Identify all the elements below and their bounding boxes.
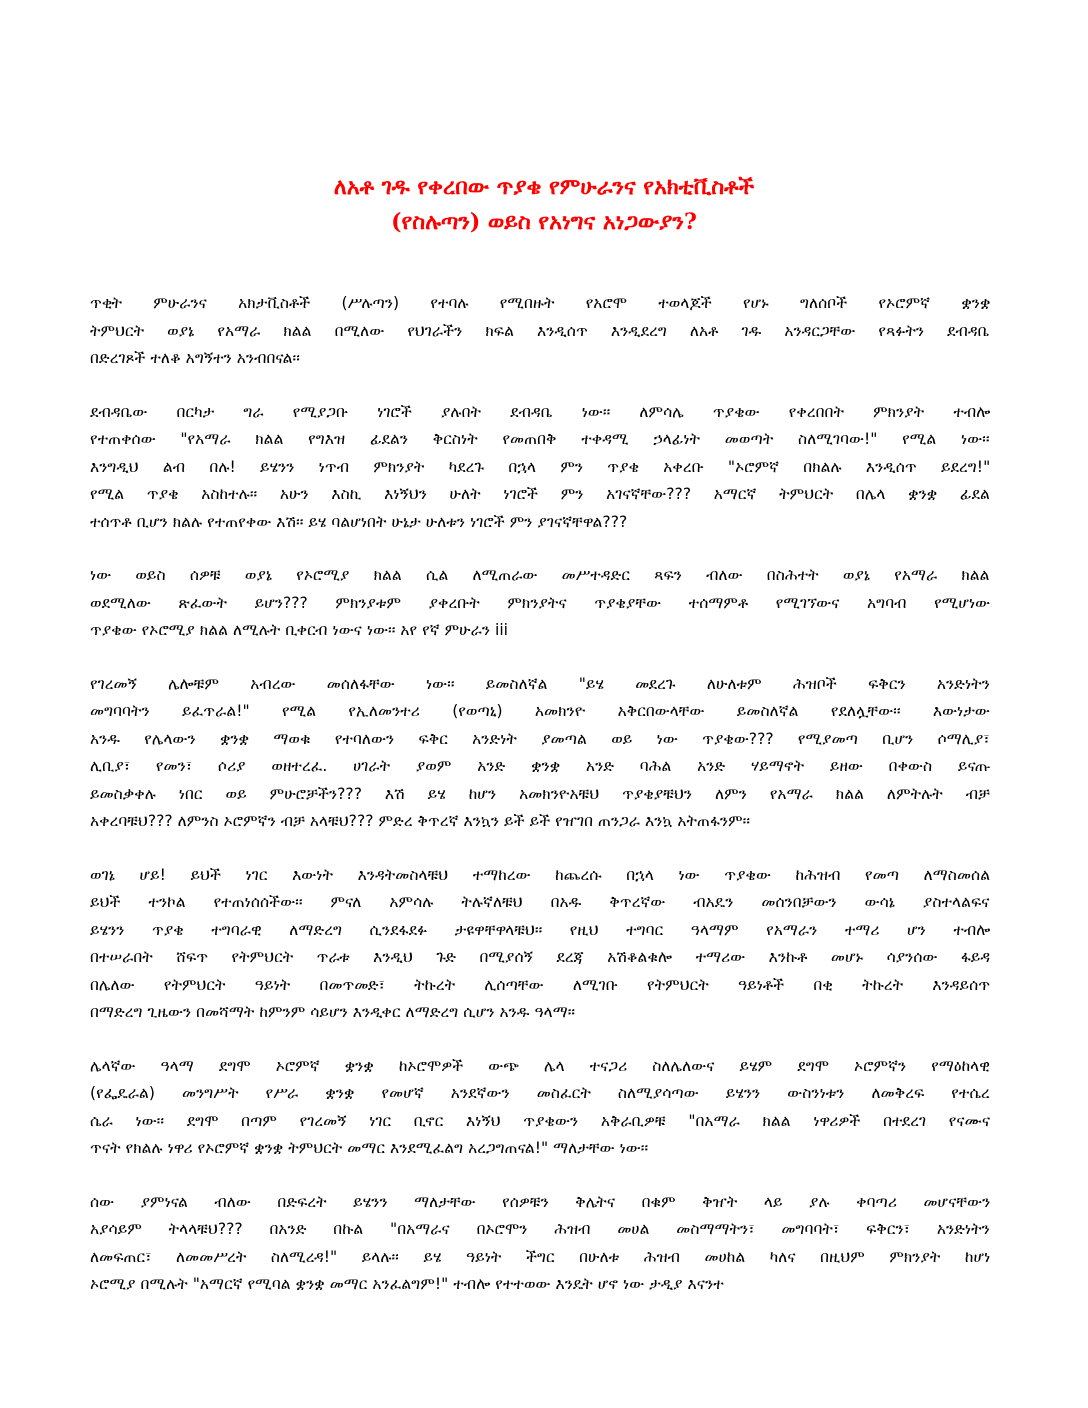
paragraph-line: በተሠራበት ሸፍጥ የትምህርት ጥራቱ እንዲህ ጉድ በሚያሰኝ ደረጃ አሽቆልቁሎ ተማሪው እንኩቶ መሆኑ ሳያንሰው ፋይዳ [90, 948, 990, 966]
paragraph-line: (የፌዴራል) መንግሥት የሥራ ቋንቋ የመሆኛ አንደኛውን መስፈርት ስለሚያሳጣው ይሄንን ውስንነቱን ለመቅረፍ የተሴረ [90, 1084, 990, 1102]
paragraph-line: ወገኔ ሆይ! ይህች ነገር እውነት እንዳትመስላቹህ ተማከረው ከጨረሱ በኋላ ነው ጥያቄው ከሕዝብ የመጣ ለማስመሰል [90, 865, 990, 884]
paragraph-line: ደብዳቤው በርካታ ግራ የሚያጋቡ ነገሮች ያሉበት ደብዳቤ ነው፡፡ ለምሳሌ ጥያቄው የቀረበበት ምክንያት ተብሎ [90, 402, 990, 421]
paragraph-line: እንግዲህ ልብ በሉ! ይሄንን ነጥብ ምክንያት ካደረጉ በኋላ ምን ጥያቄ አቀረቡ "ኦሮምኛ በክልሉ እንዲሰጥ ይደረግ!" [90, 457, 990, 476]
paragraph-line: የተጠቀሰው "የአማራ ክልል የግእዝ ፊደልን ቅርስነት የመጠበቅ ተቀዳሚ ኃላፊነት መወጣት ስለሚገባው!" የሚል ነው፡፡ [90, 430, 990, 448]
paragraph-line: የገረመኝ ሌሎቹም አብረው መሰለፋቸው ነው፡፡ ይመስለኛል "ይሄ መደረጉ ለሁለቱም ሕዝቦች ፍቅርን አንድነትን [90, 674, 990, 693]
paragraph-line: ሰው ያምነናል ብለው በድፍረት ይሄንን ማለታቸው የሰዎቹን ቅሌትና በቁም ቅዠት ላይ ያሉ ቀባጣሪ መሆናቸውን [90, 1192, 990, 1211]
body-paragraph [90, 671, 990, 836]
body-paragraph [90, 290, 990, 373]
paragraph-line: አቀረባቹህ??? ለምንስ ኦሮምኛን ብቻ አላቹህ??? ምድረ ቅጥረኛ እንኳን ይች ይች የዠገበ ጠንጋራ እንኳ አትጠፋንም፡፡ [90, 812, 751, 830]
document-body [90, 290, 990, 1325]
body-paragraph [90, 862, 990, 1027]
paragraph-line: የሚል ጥያቄ አስከተሉ፡፡ አሁን እስኪ እነኝህን ሁለት ነገሮች ምን አገናኛቸው??? አማርኛ ትምህርት በሌላ ቋንቋ ፊደል [90, 485, 990, 503]
paragraph-line: ይመስቃቀሉ ነበር ወይ ምሁሮቻችን??? እሽ ይሄ ከሆን አመክንዮአቹህ ጥያቄያቹህን ለምን የአማራ ክልል ለምትሉት ብቻ [90, 784, 990, 803]
paragraph-line: ለመፍጠር፣ ለመመሥረት ስለሚረዳ!" ይላሉ፡፡ ይሄ ዓይነት ችግር በሁለቱ ሕዝብ መሀከል ካለና በዚህም ምክንያት ከሆነ [90, 1247, 990, 1266]
paragraph-line: ወደሚለው ጽፈውት ይሆን??? ምክንያቱም ያቀረቡት ምክንያትና ጥያቄያቸው ተሰማምቶ የሚገኘውና አግባብ የሚሆነው [90, 593, 990, 612]
paragraph-line: ሌላኛው ዓላማ ደግሞ ኦሮምኛ ቋንቋ ከኦሮሞዎች ውጭ ሌላ ተናጋሪ ስለሌለውና ይሄም ደግሞ ኦሮምኛን የማዕከላዊ [90, 1056, 990, 1075]
body-paragraph [90, 399, 990, 537]
paragraph-line: በድረገጾች ተለቆ አግኝተን አንብበናል፡፡ [90, 349, 300, 367]
paragraph-line: ጥያቄው የኦሮሚያ ክልል ለሚሉት ቢቀርብ ነውና ነው፡፡ አየ የኛ ምሁራን iii [90, 621, 508, 639]
paragraph-line: አንዱ የሌላውን ቋንቋ ማወቁ የተባለውን ፍቅር አንድነት ያመጣል ወይ ነው ጥያቄው??? የሚያመጣ ቢሆን ሶማሊያ፣ [90, 729, 990, 748]
paragraph-line: አያሳይም ትላላቹህ??? በአንድ በኩል "በአማራና በኦሮሞን ሕዝብ መሀል መስማማትን፣ መግባባት፣ ፍቅርን፣ አንድነትን [90, 1220, 990, 1238]
paragraph-line: ትምህርት ወያኔ የአማራ ክልል በሚለው የህገራችን ክፍል እንዲሰጥ እንዲደረግ ለአቶ ገዱ አንዳርጋቸው የጻፉትን ደብዳቤ [90, 321, 990, 340]
paragraph-line: ሊቢያ፣ የመን፣ ሶሪያ ወዘተረፈ. ሀገራት ያወም አንድ ቋንቋ አንድ ባሕል አንድ ሃይማኖት ይዘው በቀውስ ይናጡ [90, 757, 990, 775]
body-paragraph [90, 1053, 990, 1163]
paragraph-line: ነው ወይስ ሰዎቹ ወያኔ የኦሮሚያ ክልል ሲል ለሚጠራው መሥተዳድር ጻፍን ብለው በስሕተት ወያኔ የአማራ ክልል [90, 566, 990, 584]
paragraph-line: ጥቂት ምሁራንና አክታቪስቶች (ሥሉጣን) የተባሉ የሚበዙት የአሮሞ ተወላጆች የሆኑ ግለሰቦች የኦሮምኛ ቋንቋ [90, 294, 990, 312]
document-title [96, 170, 992, 240]
body-paragraph [90, 562, 990, 645]
paragraph-line: ኦሮሚያ በሚሉት "አማርኛ የሚባል ቋንቋ መማር አንፈልግም!" ተብሎ የተተወው እንዴት ሆኖ ነው ታዲያ እናንተ [90, 1275, 724, 1293]
paragraph-line: ጥናት የክልሉ ነዋሪ የኦሮምኛ ቋንቋ ትምህርት መማር እንደሚፈልግ አረጋግጠናል!" ማለታቸው ነው፡፡ [90, 1139, 649, 1157]
paragraph-line: መግባባትን ይፈጥራል!" የሚል የኢለመንተሪ (የወጣኒ) አመክንዮ አቅርበውላቸው ይመስለኛል የደለሏቸው፡፡ እውነታው [90, 702, 990, 720]
paragraph-line: በሌለው የትምህርት ዓይነት በመጥመድ፣ ትኩረት ሊሰጣቸው ለሚገቡ የትምህርት ዓይነቶች በቂ ትኩረት እንዳይሰጥ [90, 975, 990, 994]
paragraph-line: ይሄንን ጥያቄ ተግባራዊ ለማድረግ ሲንደፋደፉ ታዩዋቸዋላቹህ፡፡ የዚህ ተግባር ዓላማም የአማራን ተማሪ ሆን ተብሎ [90, 920, 990, 939]
paragraph-line: ሴራ ነው፡፡ ደግሞ በጣም የገረመኝ ነገር ቢኖር እነኝህ ጥያቄውን አቅራቢዎቹ "በአማራ ክልል ነዋሪዎች በተደረገ የናሙና [90, 1111, 990, 1130]
title-line-1: ለአቶ ገዱ የቀረበው ጥያቄ የምሁራንና የአክቲቪስቶች [333, 174, 755, 200]
body-paragraph [90, 1189, 990, 1299]
paragraph-line: ይህች ተንኮል የተጠነሰሰችው፡፡ ምናለ አምሳሉ ትሉኛለቹህ በአዱ ቅጥረኛው ብአዴን መሰንበቻውን ውሳኔ ያስተላልፍና [90, 893, 990, 911]
title-line-2: (የስሉጣን) ወይስ የአነግና አነጋውያን? [391, 209, 697, 235]
paragraph-line: በማድረግ ጊዜውን በመሻማት ከምንም ሳይሆን እንዲቀር ለማድረግ ሲሆን አንዱ ዓላማ፡፡ [90, 1003, 576, 1021]
paragraph-line: ተሰጥቶ ቢሆን ክልሉ የተጠየቀው እሽ፡፡ ይሄ ባልሆነበት ሁኔታ ሁለቱን ነገሮች ምን ያገናኛቸዋል??? [90, 512, 628, 531]
